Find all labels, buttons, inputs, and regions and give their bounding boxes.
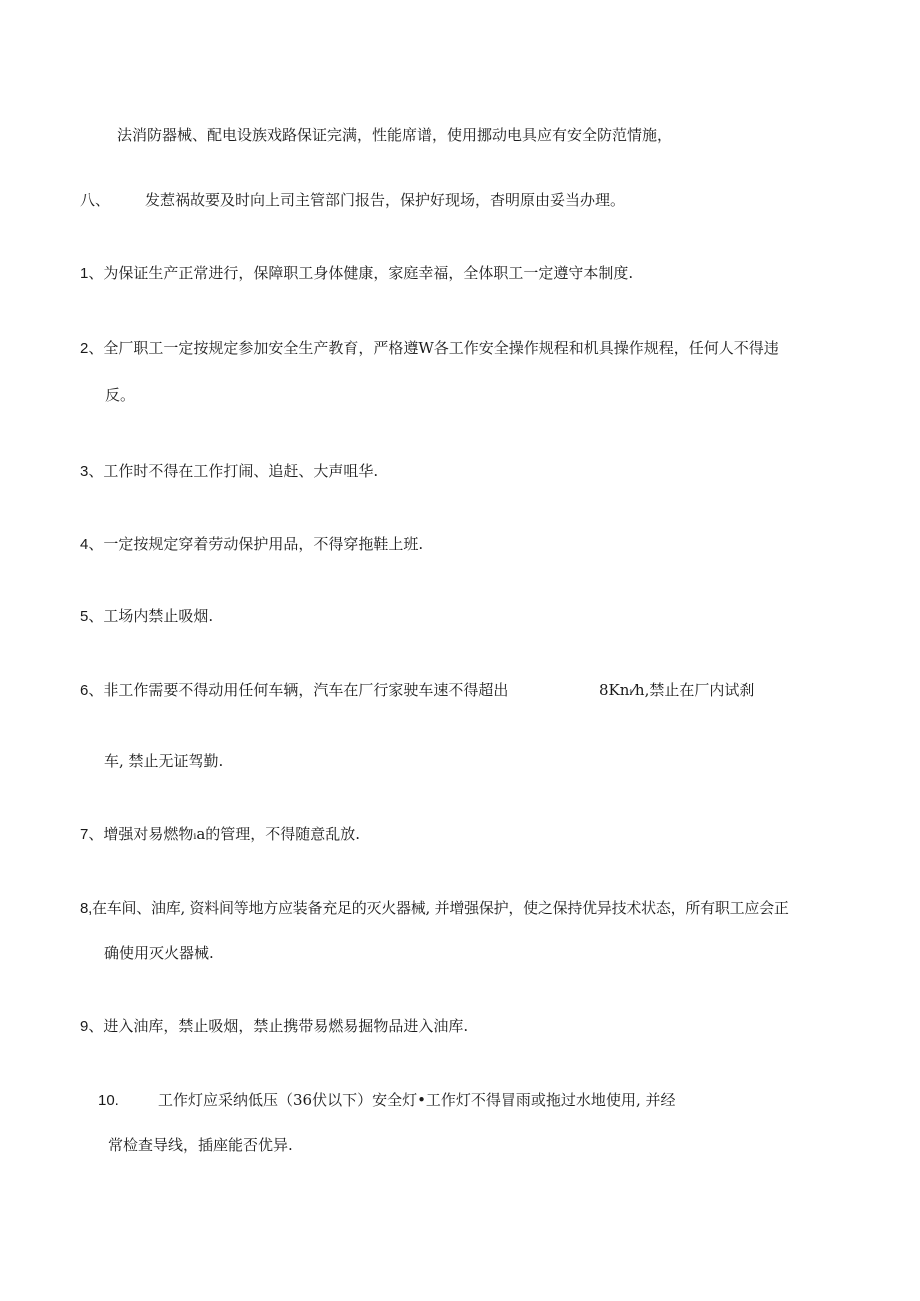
item-text: 增强对易燃物ᵢa的管理，不得随意乱放. bbox=[103, 825, 361, 843]
item-text: 进入油库，禁止吸烟，禁止携带易燃易掘物品进入油库. bbox=[103, 1017, 469, 1035]
list-item-7 bbox=[80, 824, 360, 845]
list-item-9 bbox=[80, 1016, 468, 1037]
item-marker: 3、 bbox=[80, 463, 104, 480]
item-text: 为保证生产正常进行，保障职工身体健康，家庭幸福，全体职工一定遵守本制度. bbox=[103, 264, 634, 282]
section-8-text bbox=[145, 190, 625, 210]
item-marker: 8, bbox=[80, 900, 93, 917]
item-text-continued: 常检查导线，插座能否优异. bbox=[108, 1136, 293, 1154]
item-marker: 6、 bbox=[80, 682, 104, 699]
list-item-10-text bbox=[158, 1090, 675, 1110]
list-item-8-continuation bbox=[104, 943, 214, 963]
item-marker: 10. bbox=[98, 1092, 119, 1109]
section-8 bbox=[80, 190, 110, 210]
item-text: 在车间、油库, 资料间等地方应装备充足的灭火器械, 并增强保护，使之保持优异技术状态，所有职工应会正 bbox=[92, 899, 789, 917]
item-text: 全厂职工一定按规定参加安全生产教育，严格遵W各工作安全操作规程和机具操作规程，任何人不得违 bbox=[103, 339, 779, 357]
list-item-3 bbox=[80, 461, 378, 482]
item-text: 工作时不得在工作打闹、追赶、大声咀华. bbox=[103, 462, 379, 480]
item-text-part2: 8Knᵢ⁄h,禁止在厂内试刹 bbox=[599, 681, 755, 699]
item-marker: 1、 bbox=[80, 265, 104, 282]
list-item-1 bbox=[80, 263, 633, 284]
item-text: 一定按规定穿着劳动保护用品，不得穿拖鞋上班. bbox=[103, 535, 424, 553]
list-item-6 bbox=[80, 680, 508, 701]
item-text: 工作灯应采纳低压（36伏以下）安全灯•工作灯不得冒雨或拖过水地使用, 并经 bbox=[158, 1091, 676, 1109]
paragraph-text: 法消防器械、配电设族戏路保证完满，性能席谱，使用挪动电具应有安全防范情施， bbox=[117, 126, 673, 144]
section-marker: 八、 bbox=[80, 191, 111, 209]
item-marker: 9、 bbox=[80, 1018, 104, 1035]
item-marker: 4、 bbox=[80, 536, 104, 553]
item-text: 工场内禁止吸烟. bbox=[103, 607, 214, 625]
list-item-10 bbox=[98, 1090, 119, 1111]
list-item-4 bbox=[80, 534, 423, 555]
list-item-2-continuation bbox=[105, 385, 135, 405]
paragraph-fire-equipment bbox=[117, 125, 672, 145]
item-marker: 5、 bbox=[80, 608, 104, 625]
list-item-8 bbox=[80, 898, 789, 919]
list-item-6-speed-text bbox=[599, 680, 754, 700]
item-text: 非工作需要不得动用任何车辆，汽车在厂行家驶车速不得超出 bbox=[103, 681, 509, 699]
item-marker: 7、 bbox=[80, 826, 104, 843]
list-item-2 bbox=[80, 338, 779, 359]
item-text-continued: 反。 bbox=[105, 386, 136, 404]
list-item-10-continuation bbox=[108, 1135, 293, 1155]
item-text-continued: 车, 禁止无证驾勤. bbox=[104, 752, 224, 770]
list-item-6-continuation bbox=[104, 751, 223, 771]
item-text-continued: 确使用灭火器械. bbox=[104, 944, 214, 962]
list-item-5 bbox=[80, 606, 213, 627]
section-text: 发惹祸故要及时向上司主管部门报告，保护好现场，杳明原由妥当办理。 bbox=[145, 191, 626, 209]
item-marker: 2、 bbox=[80, 340, 104, 357]
